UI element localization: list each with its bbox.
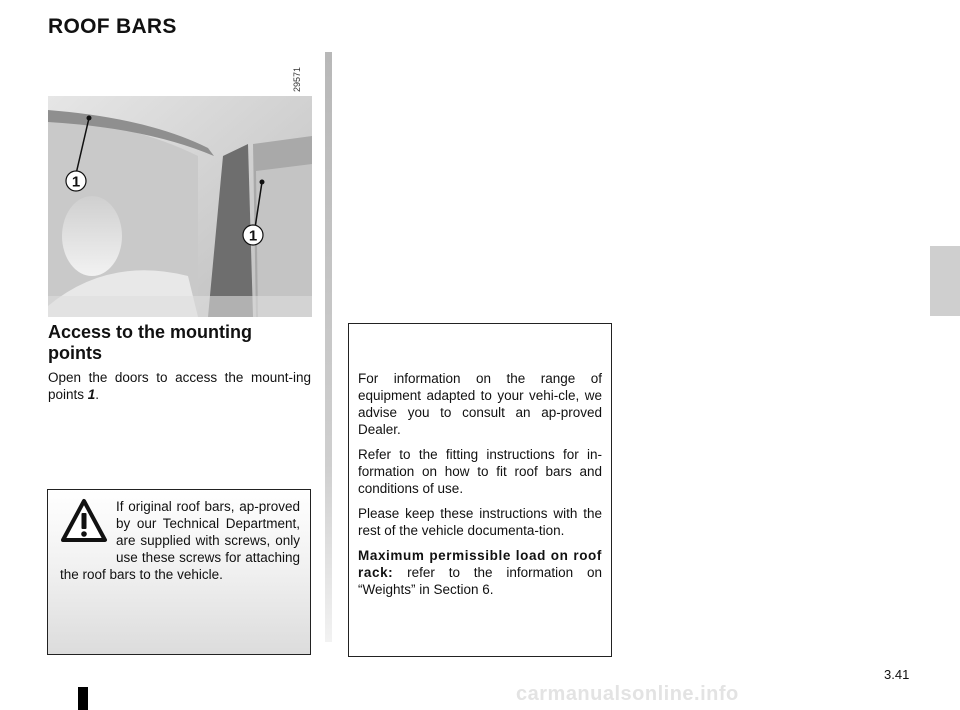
mounting-point-ref: 1	[87, 387, 96, 402]
section-body-text: Open the doors to access the mount-ing points	[48, 370, 311, 402]
roof-mounting-illustration	[48, 96, 312, 317]
section-body	[48, 369, 311, 403]
page-number: 3.41	[884, 667, 910, 682]
callout-1-lower: 1	[248, 227, 258, 245]
warning-triangle-icon	[60, 498, 108, 544]
warning-text: If original roof bars, ap-proved by our Technical Department, are supplied with screws, only use these screws for attaching the roof bars to the vehicle.	[60, 499, 300, 582]
info-paragraph-3: Please keep these instructions with the rest of the vehicle documenta-tion.	[358, 506, 602, 538]
info-box	[348, 323, 612, 657]
column-divider	[325, 52, 332, 642]
section-body-end: .	[95, 387, 100, 402]
figure-reference: 29571	[292, 66, 302, 92]
page-title: ROOF BARS	[48, 15, 177, 38]
info-paragraph-2: Refer to the fitting instructions for in-formation on how to fit roof bars and conditions of use.	[358, 447, 602, 496]
max-load-text: refer to the information on “Weights” in Section 6.	[358, 565, 602, 597]
info-paragraph-1: For information on the range of equipment adapted to your vehi-cle, we advise you to consult an ap-proved Dealer.	[358, 371, 602, 437]
max-load-label: Maximum permissible load on roof rack:	[358, 548, 602, 580]
info-paragraph-4	[358, 547, 602, 598]
corner-mark	[78, 687, 88, 710]
section-tab-marker	[930, 246, 960, 316]
warning-box	[47, 489, 311, 655]
section-heading: Access to the mounting points	[48, 322, 253, 363]
callout-1-upper: 1	[71, 173, 81, 191]
watermark: carmanualsonline.info	[516, 683, 739, 705]
warning-text-block	[60, 498, 300, 583]
